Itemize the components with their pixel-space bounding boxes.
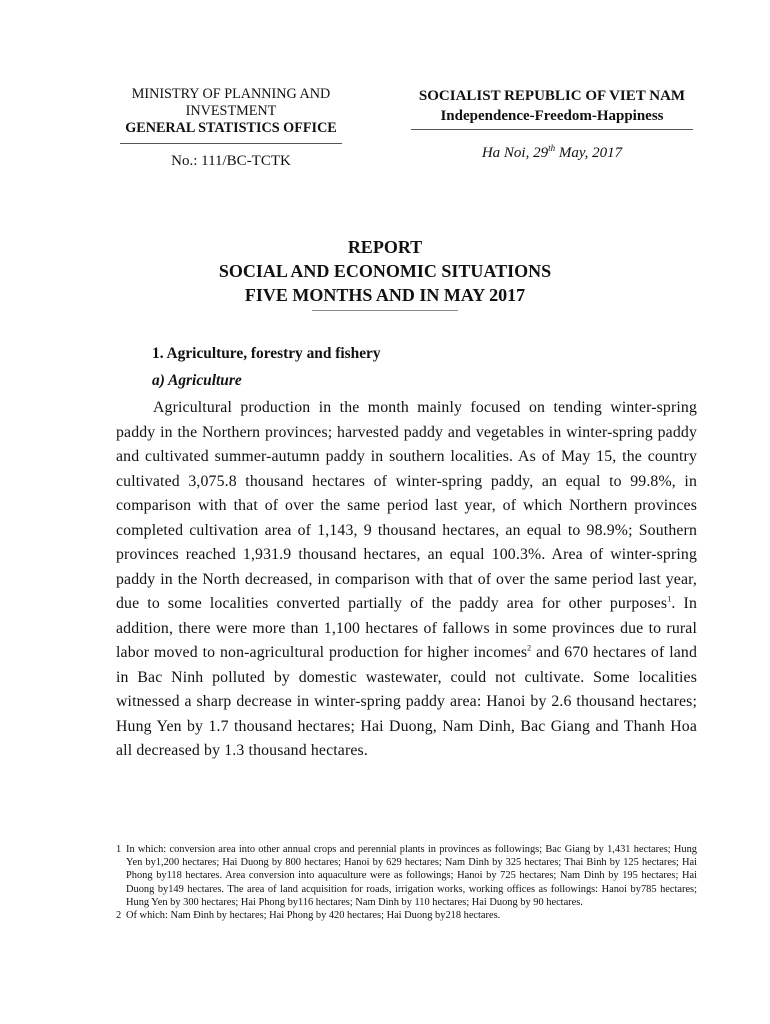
agency-divider — [120, 143, 342, 144]
issuing-agency-block — [106, 86, 356, 170]
footnote-ref-2[interactable]: 2 — [527, 643, 532, 653]
national-motto: Independence-Freedom-Happiness — [440, 108, 664, 124]
issue-date — [384, 138, 720, 163]
footnote-text: Of which: Nam Đinh by hectares; Hai Phong by 420 hectares; Hai Duong by218 hectares. — [126, 910, 501, 922]
body-part-1: Agricultural production in the month mainly focused on tending winter-spring paddy in the Northern provinces; harvested paddy and vegetables in winter-spring paddy and cultivated summer-autumn paddy in southern localities. As of May 15, the country cultivated 3,075.8 thousand hectares of winter-spring paddy, an equal to 99.8%, in comparison with that of over the same period last year, of which Northern provinces completed cultivation area of 1,143, 9 thousand hectares, an equal to 98.9%; Southern provinces reached 1,931.9 thousand hectares, an equal 100.3%. Area of winter-spring paddy in the North decreased, in comparison with that of over the same period last year, due to some localities converted partially of the paddy area for other purposes — [116, 399, 697, 612]
footnote-text: In which: conversion area into other annual crops and perennial plants in provinces as followings; Bac Giang by 1,431 hectares; Hung Yen by1,200 hectares; Hai Duong by 800 hectares; Hanoi by 629 hectares; Nam Dinh by 325 hectares; Thai Binh by 125 hectares; Hai Phong by118 hectares. Area conversion into aquaculture were as followings; Hanoi by 725 hectares; Nam Dinh by 195 hectares; Hai Duong by149 hectares. The area of land acquisition for roads, irrigation works, working offices as followings: Hanoi by785 hectares; Hung Yen by 300 hectares; Hai Phong by116 hectares; Nam Dinh by 110 hectares; Hai Duong by 90 hectares. — [126, 844, 697, 908]
title-divider — [312, 310, 458, 311]
section-heading: 1. Agriculture, forestry and fishery — [152, 345, 381, 362]
date-prefix: Ha Noi, 29 — [481, 145, 549, 161]
document-number: No.: 111/BC-TCTK — [171, 153, 291, 169]
section-subheading: a) Agriculture — [152, 372, 242, 389]
body-part-2: . In addition, there were more than 1,100 hectares of fallows in some provinces due to rural labor moved to non-agricultural production for higher incomes — [116, 595, 697, 661]
agency-line-3: GENERAL STATISTICS OFFICE — [125, 120, 337, 136]
date-suffix-sup: th — [548, 143, 556, 153]
title-line-1: REPORT — [347, 237, 423, 257]
report-title — [0, 235, 770, 311]
title-line-3: FIVE MONTHS AND IN MAY 2017 — [244, 285, 526, 305]
national-motto-block — [384, 86, 720, 163]
title-line-2: SOCIAL AND ECONOMIC SITUATIONS — [218, 261, 552, 281]
agency-line-2: INVESTMENT — [185, 103, 277, 119]
footnote-2 — [116, 909, 697, 922]
country-name: SOCIALIST REPUBLIC OF VIET NAM — [418, 88, 686, 104]
footnotes — [116, 843, 697, 922]
agency-line-1: MINISTRY OF PLANNING AND — [131, 86, 331, 102]
footnote-number: 1 — [116, 844, 122, 855]
footnote-1 — [116, 843, 697, 909]
footnote-ref-1[interactable]: 1 — [667, 594, 672, 604]
footnote-number: 2 — [116, 910, 122, 922]
motto-divider — [411, 129, 693, 130]
date-rest: May, 2017 — [555, 145, 623, 161]
body-paragraph — [116, 396, 697, 764]
body-part-3: and 670 hectares of land in Bac Ninh polluted by domestic wastewater, could not cultivate. Some localities witnessed a sharp decrease in winter-spring paddy area: Hanoi by 2.6 thousand hectares; Hung Yen by 1.7 thousand hectares; Hai Duong, Nam Dinh, Bac Giang and Thanh Hoa all decreased by 1.3 thousand hectares. — [116, 644, 697, 759]
